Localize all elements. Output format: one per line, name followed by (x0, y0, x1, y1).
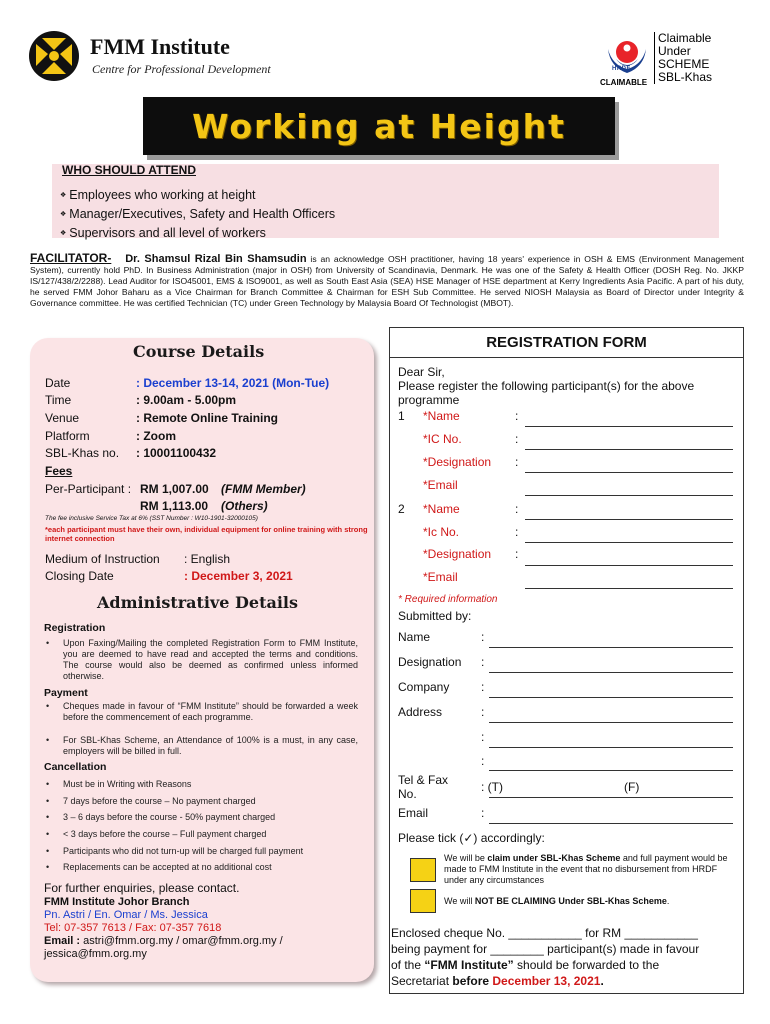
submitted-by: Submitted by: (398, 609, 472, 623)
per-participant-label: Per-Participant : (45, 482, 132, 496)
sub-name-field[interactable] (489, 647, 733, 648)
title-banner (143, 97, 615, 155)
cheque-line-3: of the “FMM Institute” should be forwarded to the (391, 958, 660, 972)
cancellation-item: • 3 – 6 days before the course - 50% payment charged (46, 812, 358, 823)
equipment-note: *each participant must have their own, individual equipment for online training with strong internet connection (45, 525, 368, 543)
medium-value: : English (184, 552, 231, 566)
contact-names: Pn. Astri / En. Omar / Ms. Jessica (44, 909, 208, 921)
sst-note: The fee inclusive Service Tax at 6% (SST Number : W10-1901-32000105) (45, 515, 258, 522)
venue-label: Venue (45, 411, 80, 425)
date-value: : December 13-14, 2021 (Mon-Tue) (136, 376, 330, 390)
registration-title: REGISTRATION FORM (389, 327, 744, 357)
no-claim-checkbox[interactable] (410, 889, 436, 913)
colon: : (515, 502, 519, 516)
cancellation-item: • Must be in Writing with Reasons (46, 779, 358, 790)
cancellation-item: • < 3 days before the course – Full payment charged (46, 829, 358, 840)
scheme-label (654, 32, 712, 84)
sbl-label: SBL-Khas no. (45, 446, 120, 460)
p2-ic-field[interactable] (525, 542, 733, 543)
registration-heading: Registration (44, 622, 106, 634)
hrdf-label: HRDF (612, 66, 631, 72)
fee-others-tag: (Others) (221, 499, 268, 513)
sub-address-label: Address (398, 705, 443, 719)
sub-company-field[interactable] (489, 697, 733, 698)
cheque-line-1: Enclosed cheque No. ___________ for RM ___________ (391, 926, 698, 940)
fee-member: RM 1,007.00 (140, 482, 209, 496)
colon: : (481, 754, 485, 768)
p1-ic-field[interactable] (525, 449, 733, 450)
claim-checkbox[interactable] (410, 858, 436, 882)
colon: : (481, 730, 485, 744)
medium-label: Medium of Instruction (45, 552, 160, 566)
colon: : (481, 806, 485, 820)
greeting: Dear Sir, (398, 365, 445, 379)
sbl-value: : 10001100432 (136, 446, 217, 460)
colon: : (481, 705, 485, 719)
p2-designation-field[interactable] (525, 565, 733, 566)
fees-label: Fees (45, 464, 73, 478)
sub-email-label: Email (398, 806, 429, 820)
closing-value: : December 3, 2021 (184, 569, 293, 583)
venue-value: : Remote Online Training (136, 411, 279, 425)
p2-name-label: *Name (423, 502, 460, 516)
tel-prefix: : (T) (481, 780, 503, 794)
p1-designation-field[interactable] (525, 472, 733, 473)
participant-1-number: 1 (398, 409, 405, 423)
closing-label: Closing Date (45, 569, 114, 583)
claimable-label: CLAIMABLE (600, 78, 648, 87)
sub-company-label: Company (398, 680, 450, 694)
colon: : (515, 409, 519, 423)
time-label: Time (45, 393, 72, 407)
brand-subtitle: Centre for Professional Development (92, 62, 271, 76)
colon: : (515, 525, 519, 539)
p1-name-field[interactable] (525, 426, 733, 427)
payment-item: • For SBL-Khas Scheme, an Attendance of 100% is a must, in any case, employers will be billed in full. (46, 735, 358, 757)
brand-name: FMM Institute (90, 34, 230, 59)
fax-prefix: (F) (624, 780, 640, 794)
claim-option-text: We will be claim under SBL-Khas Scheme and full payment would be made to FMM Institute in the event that no disbursement from HRDF under any circumstances (444, 853, 728, 885)
tel-fax: Tel: 07-357 7613 / Fax: 07-357 7618 (44, 922, 222, 934)
scheme-line: Claimable (658, 31, 712, 45)
payment-heading: Payment (44, 687, 88, 699)
cheque-line-4: Secretariat before December 13, 2021. (391, 974, 604, 988)
colon: : (481, 630, 485, 644)
platform-value: : Zoom (136, 429, 176, 443)
p2-email-label: *Email (423, 570, 458, 584)
p1-name-label: *Name (423, 409, 460, 423)
tick-prompt: Please tick (✓) accordingly: (398, 831, 545, 845)
scheme-line: SCHEME (658, 57, 710, 71)
p2-ic-label: *Ic No. (423, 525, 460, 539)
cancellation-item: • Participants who did not turn-up will be charged full payment (46, 846, 358, 857)
colon: : (481, 655, 485, 669)
p1-email-label: *Email (423, 478, 458, 492)
colon: : (481, 680, 485, 694)
form-intro: Please register the following participant(s) for the above programme (398, 379, 695, 407)
colon: : (515, 547, 519, 561)
cancellation-item: • 7 days before the course – No payment charged (46, 796, 358, 807)
facilitator-name: Dr. Shamsul Rizal Bin Shamsudin (125, 253, 307, 265)
sub-tel-fax-field[interactable] (489, 797, 733, 798)
cheque-line-2: being payment for ________ participant(s) made in favour (391, 942, 700, 956)
no-claim-option-text: We will NOT BE CLAIMING Under SBL-Khas Scheme. (444, 896, 670, 906)
attend-item: ❖ Manager/Executives, Safety and Health Officers (60, 205, 335, 224)
sub-address-field-2[interactable] (489, 747, 733, 748)
sub-name-label: Name (398, 630, 431, 644)
attend-list (60, 186, 335, 243)
page-title: Working at Height (192, 106, 566, 146)
sub-designation-label: Designation (398, 655, 462, 669)
sub-address-field-3[interactable] (489, 770, 733, 771)
required-note: * Required information (398, 594, 498, 605)
participant-2-number: 2 (398, 502, 405, 516)
sub-email-field[interactable] (489, 823, 733, 824)
attend-item: ❖ Employees who working at height (60, 186, 335, 205)
sub-tel-fax-label: Tel & Fax No. (398, 773, 449, 801)
p1-designation-label: *Designation (423, 455, 492, 469)
cancellation-item: • Replacements can be accepted at no additional cost (46, 862, 358, 873)
colon: : (515, 455, 519, 469)
platform-label: Platform (45, 429, 90, 443)
p2-designation-label: *Designation (423, 547, 492, 561)
fee-others: RM 1,113.00 (140, 499, 209, 513)
enquiry-email: Email : astri@fmm.org.my / omar@fmm.org.my / jessica@fmm.org.my (44, 935, 283, 960)
scheme-line: Under (658, 44, 691, 58)
p1-email-field[interactable] (525, 495, 733, 496)
attend-title: WHO SHOULD ATTEND (62, 163, 196, 177)
p1-ic-label: *IC No. (423, 432, 462, 446)
enquiry-intro: For further enquiries, please contact. (44, 881, 240, 895)
time-value: : 9.00am - 5.00pm (136, 393, 237, 407)
payment-item: • Cheques made in favour of “FMM Institute” should be forwarded a week before the commencement of each programme. (46, 701, 358, 723)
fmm-logo-icon (28, 30, 80, 82)
branch-name: FMM Institute Johor Branch (44, 896, 190, 908)
admin-details-title: Administrative Details (97, 593, 299, 612)
fee-member-tag: (FMM Member) (221, 482, 306, 496)
registration-item: • Upon Faxing/Mailing the completed Registration Form to FMM Institute, you are deemed to have read and accepted the terms and conditions. The course would also be deemed as confirmed unless informed otherwise. (46, 638, 358, 682)
scheme-line: SBL-Khas (658, 70, 713, 84)
date-label: Date (45, 376, 71, 390)
p2-name-field[interactable] (525, 519, 733, 520)
course-details-title: Course Details (133, 342, 265, 361)
p2-email-field[interactable] (525, 588, 733, 589)
sub-designation-field[interactable] (489, 672, 733, 673)
colon: : (515, 432, 519, 446)
facilitator-bio: is an acknowledge OSH practitioner, having 18 years' experience in OSH & EMS (Environment Management System), currently hold PhD. In Business Administration (major in OSH) from University of Scandinavia, Denmark. He was one of the Safety & Health Officer (DOSH Reg. No. JKKP IS/127/438/2/2288). Lead Auditor for ISO45001, EMS & ISO9001, as well as South East Asia (SEA) HSE Manager of HSE department at Kerry Ingredients Asia Pacific. A part of his duty, he served FMM Johor Baharu as a Vice Chairman for Branch Committee & Chairman for ESH Sub Committee. He served NIOSH Malaysia as Board of Director under Integrity & Governance committee. He was certified Technician (TC) under Green Technology by Malaysia Board Of Technologist (MBOT). (30, 254, 745, 308)
sub-address-field-1[interactable] (489, 722, 733, 723)
attend-item: ❖ Supervisors and all level of workers (60, 224, 335, 243)
cancellation-heading: Cancellation (44, 761, 107, 773)
facilitator-label: FACILITATOR- (30, 251, 112, 265)
facilitator-section (30, 253, 744, 309)
